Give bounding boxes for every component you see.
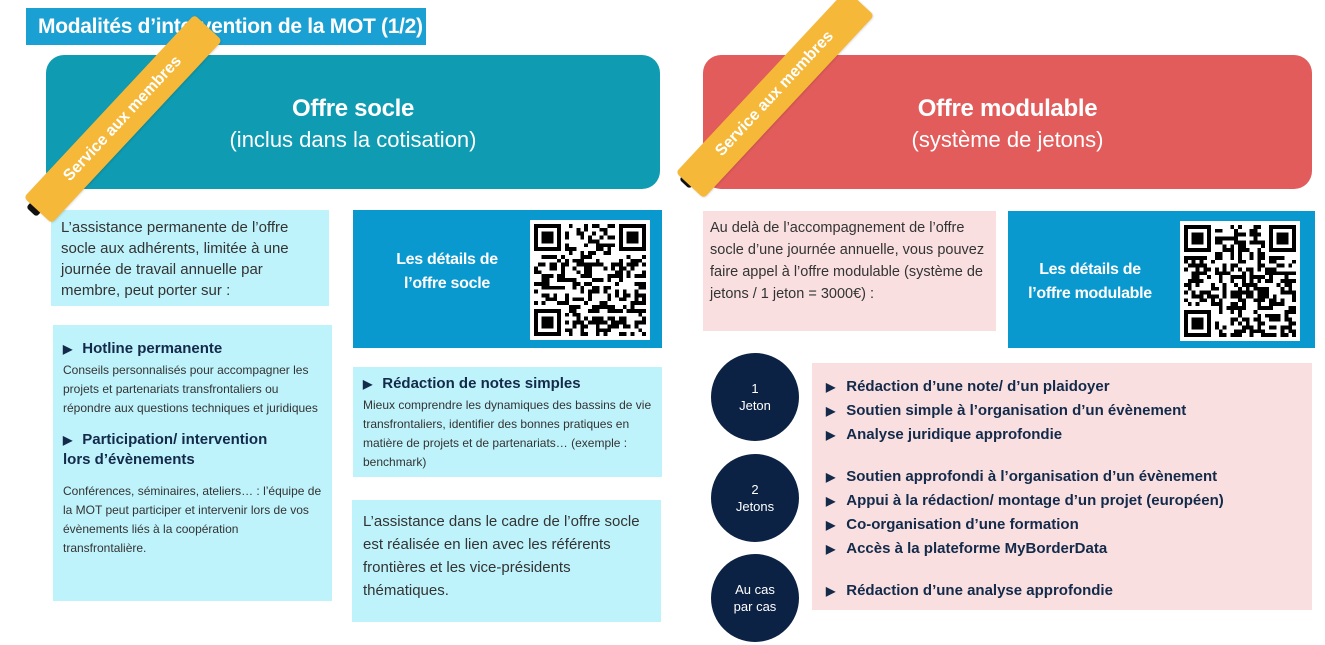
redaction-desc: Mieux comprendre les dynamiques des bassins de vie transfrontaliers, identifier des bonnes pratiques en matière de projets et de partenariats… (exemple : benchmark)	[363, 398, 652, 469]
list-item-label: Co-organisation d’une formation	[846, 516, 1079, 533]
list-item-title	[63, 430, 322, 450]
list-item-label: Soutien approfondi à l’organisation d’un évènement	[846, 468, 1218, 485]
list-item-title	[363, 374, 652, 394]
triangle-right-icon: ▶	[826, 542, 836, 556]
list-item-label: Appui à la rédaction/ montage d’un projet (européen)	[846, 492, 1224, 509]
triangle-right-icon: ▶	[826, 428, 836, 442]
participation-desc: Conférences, séminaires, ateliers… : l’équipe de la MOT peut participer et intervenir lors de vos évènements liés à la coopération transfrontalière.	[63, 484, 322, 555]
token-badge-2	[711, 454, 799, 542]
participation-title-line2: lors d’évènements	[63, 451, 195, 468]
hotline-title: Hotline permanente	[82, 340, 223, 357]
socle-qr-panel[interactable]	[353, 210, 662, 348]
qr-code-icon[interactable]	[530, 220, 650, 340]
triangle-right-icon: ▶	[826, 518, 836, 532]
service-ribbon-socle: Service aux membres	[24, 15, 222, 224]
list-item-title	[63, 339, 322, 359]
modulable-services-list	[812, 363, 1312, 610]
list-item-label: Analyse juridique approfondie	[846, 426, 1063, 443]
token-badge-1	[711, 353, 799, 441]
service-ribbon-modulable: Service aux membres	[676, 0, 874, 198]
qr-code-icon[interactable]	[1180, 221, 1300, 341]
list-item	[826, 375, 1298, 399]
triangle-right-icon: ▶	[826, 470, 836, 484]
modulable-qr-label	[1022, 258, 1158, 306]
list-item	[826, 423, 1298, 447]
triangle-right-icon: ▶	[826, 380, 836, 394]
list-item	[826, 465, 1298, 489]
socle-qr-label-line2: l’offre socle	[404, 275, 490, 292]
modulable-qr-label-line2: l’offre modulable	[1028, 285, 1152, 302]
list-item	[826, 579, 1298, 603]
list-item	[826, 537, 1298, 561]
token-line2: par cas	[733, 599, 777, 614]
triangle-right-icon: ▶	[826, 494, 836, 508]
triangle-right-icon: ▶	[363, 377, 373, 391]
participation-title-line1: Participation/ intervention	[82, 431, 268, 448]
list-item	[826, 513, 1298, 537]
list-item-label: Soutien simple à l’organisation d’un évènement	[846, 402, 1187, 419]
redaction-notes-box	[353, 367, 662, 477]
modulable-qr-label-line1: Les détails de	[1039, 261, 1141, 278]
list-item	[826, 489, 1298, 513]
socle-qr-label	[385, 248, 509, 296]
redaction-title: Rédaction de notes simples	[382, 375, 581, 392]
modulable-qr-panel[interactable]	[1008, 211, 1315, 348]
token-badge-case	[711, 554, 799, 642]
socle-qr-label-line1: Les détails de	[396, 251, 498, 268]
socle-services-list	[53, 325, 332, 601]
modulable-subtitle: (système de jetons)	[911, 127, 1104, 152]
list-item-label: Accès à la plateforme MyBorderData	[846, 540, 1108, 557]
page-title: Modalités d’intervention de la MOT (1/2)	[26, 8, 426, 45]
socle-intro: L’assistance permanente de l’offre socle aux adhérents, limitée à une journée de travail annuelle par membre, peut porter sur :	[51, 210, 329, 306]
modulable-title: Offre modulable	[917, 95, 1098, 122]
triangle-right-icon: ▶	[826, 584, 836, 598]
triangle-right-icon: ▶	[63, 433, 73, 447]
triangle-right-icon: ▶	[826, 404, 836, 418]
assistance-box: L’assistance dans le cadre de l’offre socle est réalisée en lien avec les référents frontières et les vice-présidents thématiques.	[352, 500, 661, 622]
socle-title: Offre socle	[291, 95, 415, 122]
hotline-desc: Conseils personnalisés pour accompagner les projets et partenariats transfrontaliers ou répondre aux questions techniques et juridiques	[63, 363, 318, 415]
token-line2: Jetons	[735, 499, 775, 514]
triangle-right-icon: ▶	[63, 342, 73, 356]
list-item-label: Rédaction d’une note/ d’un plaidoyer	[846, 378, 1110, 395]
token-line2: Jeton	[739, 398, 771, 413]
list-item-label: Rédaction d’une analyse approfondie	[846, 582, 1113, 599]
token-line1: 1	[751, 381, 759, 396]
list-item	[826, 399, 1298, 423]
modulable-intro: Au delà de l’accompagnement de l’offre socle d’une journée annuelle, vous pouvez faire appel à l’offre modulable (système de jetons / 1 jeton = 3000€) :	[703, 211, 996, 331]
socle-subtitle: (inclus dans la cotisation)	[229, 127, 477, 152]
token-line1: Au cas	[735, 582, 775, 597]
token-line1: 2	[751, 482, 759, 497]
